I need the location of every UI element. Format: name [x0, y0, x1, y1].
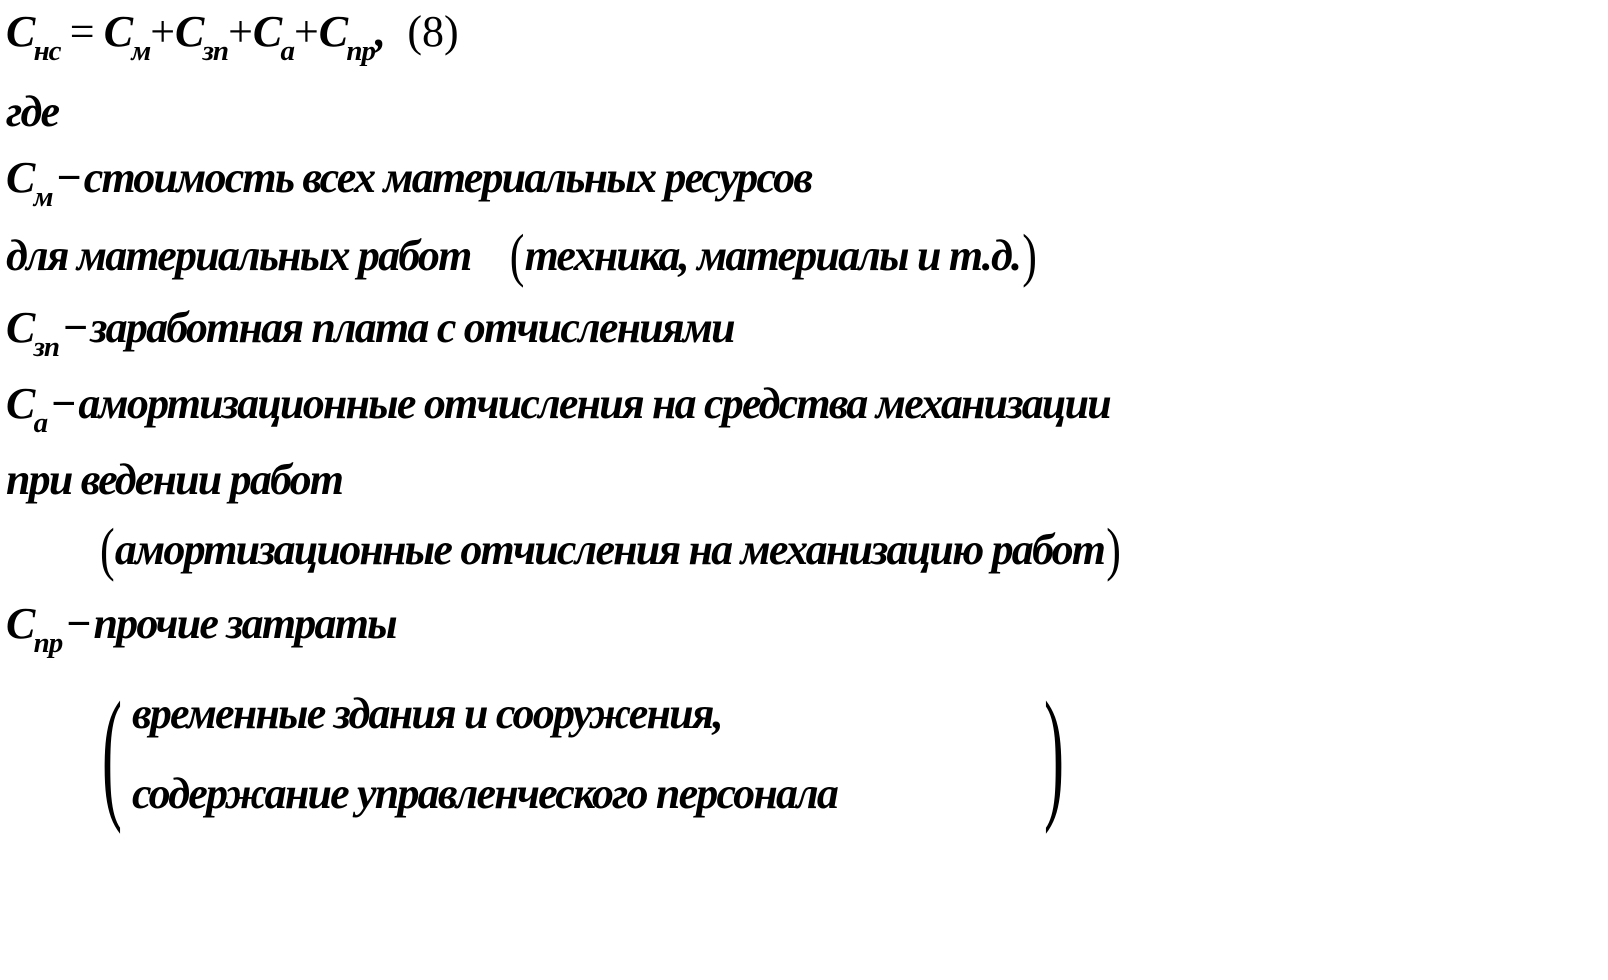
cm-paren-close: ) [1022, 222, 1036, 289]
cm-examples: техника, материалы и т.д. [524, 231, 1021, 280]
ca-dash: − [51, 379, 75, 428]
czp-description: заработная плата с отчислениями [90, 303, 734, 352]
cpr-paren-open: ( [102, 672, 122, 835]
cm-definition-line2 [6, 222, 1037, 289]
czp-subscript: зп [33, 331, 60, 363]
cpr-symbol: C [6, 599, 34, 648]
equals-sign: = [69, 7, 95, 56]
cm-description: стоимость всех материальных ресурсов [83, 153, 812, 202]
cost-formula [6, 2, 459, 67]
ca-definition-line2: при ведении работ [6, 455, 343, 504]
lhs-symbol: C [6, 7, 34, 56]
cm-symbol: C [6, 153, 34, 202]
ca-definition-line1 [6, 374, 1110, 439]
cpr-subscript: пр [33, 627, 63, 659]
plus-sign: + [228, 7, 253, 56]
plus-sign: + [293, 7, 319, 56]
ca-note: амортизационные отчисления на механизацию работ [114, 525, 1105, 574]
term-cm-symbol: C [103, 7, 132, 56]
czp-dash: − [63, 303, 87, 352]
ca-definition-line3 [98, 516, 1121, 583]
ca-paren-open: ( [100, 516, 113, 583]
term-cm-subscript: м [131, 35, 151, 67]
cm-description-cont: для материальных работ [6, 231, 471, 280]
equation-number: (8) [407, 7, 459, 56]
cpr-note-line1: временные здания и сооружения, [132, 689, 722, 738]
formula-comma: , [374, 7, 385, 56]
cm-paren-open: ( [509, 222, 523, 289]
ca-description: амортизационные отчисления на средства механизации [78, 379, 1110, 428]
cpr-dash: − [66, 599, 90, 648]
cm-definition-line1 [6, 148, 812, 213]
term-ca-subscript: a [280, 35, 294, 67]
term-czp-subscript: зп [202, 35, 229, 67]
ca-symbol: C [6, 379, 34, 428]
term-cpr-subscript: пр [346, 35, 375, 67]
ca-subscript: a [33, 407, 48, 439]
cpr-paren-close: ) [1044, 672, 1064, 835]
term-ca-symbol: C [252, 7, 281, 56]
cpr-definition [6, 594, 396, 659]
czp-definition [6, 298, 734, 363]
term-cpr-symbol: C [318, 7, 347, 56]
where-label: где [6, 87, 59, 136]
czp-symbol: C [6, 303, 34, 352]
cpr-note-line2: содержание управленческого персонала [132, 769, 838, 818]
cm-dash: − [56, 153, 80, 202]
cm-subscript: м [33, 181, 53, 213]
ca-paren-close: ) [1106, 516, 1120, 583]
plus-sign: + [150, 7, 176, 56]
term-czp-symbol: C [175, 7, 203, 56]
cpr-description: прочие затраты [93, 599, 396, 648]
lhs-subscript: нс [33, 35, 61, 67]
